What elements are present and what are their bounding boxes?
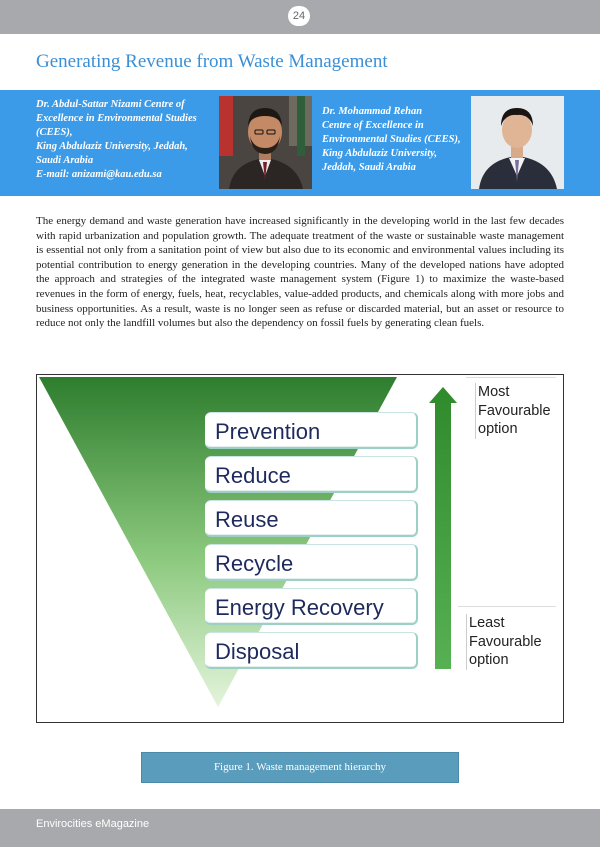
author-line: Saudi Arabia [36, 155, 94, 166]
author-line: Dr. Abdul-Sattar Nizami Centre of [36, 99, 185, 110]
author-photo-nizami [219, 96, 312, 189]
tier-reduce: Reduce [205, 456, 418, 493]
author-line: King Abdulaziz University, [322, 148, 438, 159]
label-line: Most [478, 384, 510, 400]
article-title: Generating Revenue from Waste Management [36, 51, 388, 72]
article-body: The energy demand and waste generation have increased significantly in the developing world in the last few decades with rapid urbanization and population growth. The adequate treatment of the waste or sustainable waste management is essential not only from a sanitation point of view but also due to its economic and environmental values including its potential contribution to energy generation in the developing countries. Many of the developed nations have adopted the approach and strategies of the integrated waste management system (Figure 1) to maximize the waste-based revenues in the form of energy, fuels, heat, recyclables, value-added products, and chemicals along with more jobs and business opportunities. As a result, waste is no longer seen as refuse or discarded material, but an asset or resource to reduce not only the landfill volumes but also the dependency on fossil fuels by generating clean fuels. [36, 215, 564, 330]
tier-reuse: Reuse [205, 500, 418, 537]
label-line: Least [469, 615, 505, 631]
tier-prevention: Prevention [205, 412, 418, 449]
author-line: Centre of Excellence in [322, 120, 424, 131]
author-line: (CEES), [36, 127, 73, 138]
tier-recycle: Recycle [205, 544, 418, 581]
figure-caption: Figure 1. Waste management hierarchy [141, 752, 459, 783]
author-line: King Abdulaziz University, Jeddah, [36, 141, 188, 152]
label-line: Favourable [469, 633, 542, 650]
author-info-nizami [36, 98, 216, 182]
label-line: Favourable [478, 402, 551, 419]
author-photo-rehan [471, 96, 564, 189]
author-line: Jeddah, Saudi Arabia [322, 162, 416, 173]
favourability-arrow [429, 387, 457, 669]
least-favourable-label [466, 614, 542, 670]
author-line: Environmental Studies (CEES), [322, 134, 461, 145]
divider [466, 377, 556, 378]
author-line: Dr. Mohammad Rehan [322, 106, 423, 117]
author-info-rehan [322, 105, 472, 175]
author-email: E-mail: anizami@kau.edu.sa [36, 169, 162, 180]
tier-disposal: Disposal [205, 632, 418, 669]
author-line: Excellence in Environmental Studies [36, 113, 197, 124]
tier-energy-recovery: Energy Recovery [205, 588, 418, 625]
divider [458, 606, 556, 607]
most-favourable-label [475, 383, 551, 439]
page-number: 24 [288, 6, 310, 26]
label-line: option [478, 421, 518, 437]
magazine-name: Envirocities eMagazine [36, 818, 150, 830]
label-line: option [469, 652, 509, 668]
